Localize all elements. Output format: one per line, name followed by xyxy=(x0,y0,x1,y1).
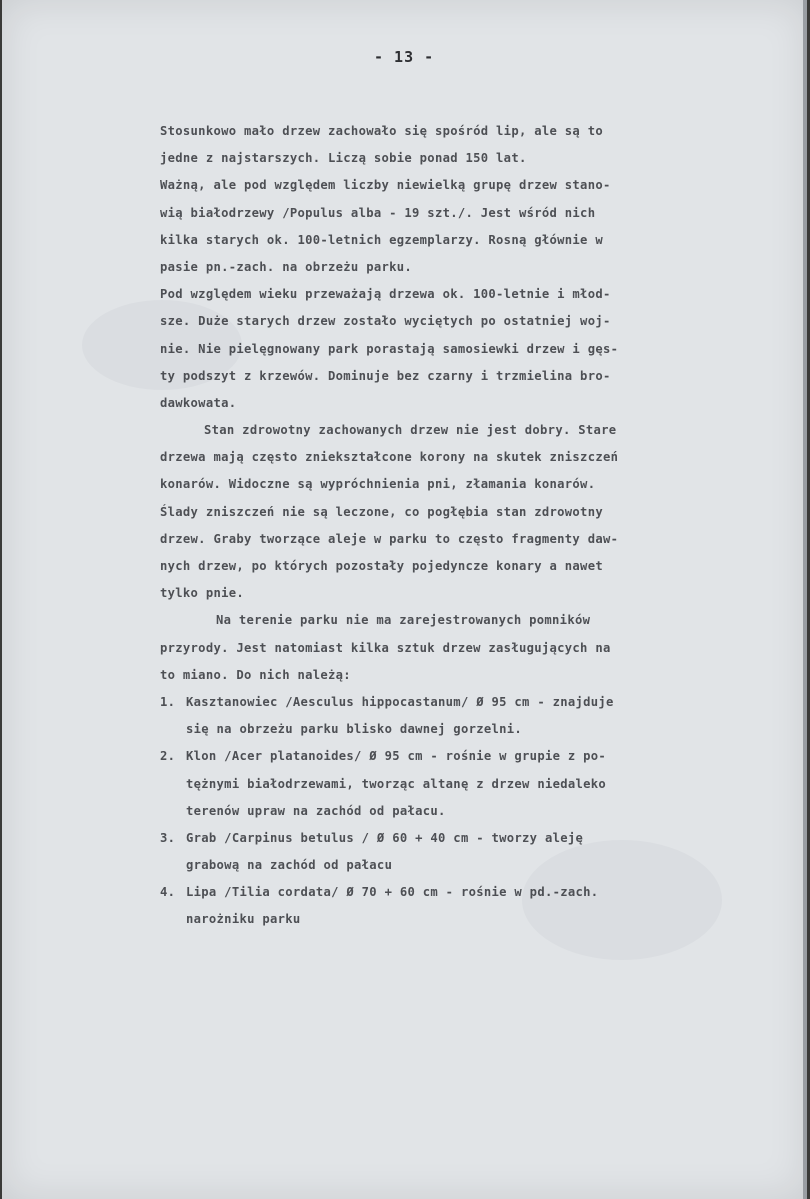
text-line: przyrody. Jest natomiast kilka sztuk drzew zasługujących na xyxy=(160,640,611,655)
text-line: nie. Nie pielęgnowany park porastają samosiewki drzew i gęs- xyxy=(160,341,619,356)
text-line: sze. Duże starych drzew zostało wyciętych po ostatniej woj- xyxy=(160,314,611,329)
text-line: ty podszyt z krzewów. Dominuje bez czarny i trzmielina bro- xyxy=(160,368,611,383)
text-line: terenów upraw na zachód od pałacu. xyxy=(186,803,446,818)
text-line: Stan zdrowotny zachowanych drzew nie jest dobry. Stare xyxy=(204,423,617,438)
list-item xyxy=(160,689,800,743)
list-item xyxy=(160,825,800,879)
paragraph xyxy=(160,281,800,417)
text-line: konarów. Widoczne są wypróchnienia pni, złamania konarów. xyxy=(160,477,596,492)
document-page xyxy=(2,0,807,1199)
text-line: nych drzew, po których pozostały pojedyncze konary a nawet xyxy=(160,559,603,573)
text-line: wią białodrzewy /Populus alba - 19 szt./. Jest wśród nich xyxy=(160,205,596,220)
text-line: tylko pnie. xyxy=(160,586,245,601)
text-line: Grab /Carpinus betulus / Ø 60 + 40 cm - tworzy aleję xyxy=(186,830,584,845)
list-item xyxy=(160,879,800,933)
text-line: się na obrzeżu parku blisko dawnej gorzelni. xyxy=(186,722,523,737)
text-line: Na terenie parku nie ma zarejestrowanych pomników xyxy=(216,613,591,628)
text-line: narożniku parku xyxy=(186,912,301,927)
text-line: Lipa /Tilia cordata/ Ø 70 + 60 cm - rośnie w pd.-zach. xyxy=(186,885,599,900)
page-edge xyxy=(803,0,807,1199)
list-item xyxy=(160,743,800,825)
paragraph xyxy=(160,417,800,607)
text-line: Pod względem wieku przeważają drzewa ok. 100-letnie i młod- xyxy=(160,287,611,302)
text-line: drzew. Graby tworzące aleje w parku to często fragmenty daw- xyxy=(160,531,619,546)
paragraph xyxy=(160,118,800,281)
text-line: Ważną, ale pod względem liczby niewielką grupę drzew stano- xyxy=(160,178,611,193)
list-item-body xyxy=(186,879,598,933)
text-line: Kasztanowiec /Aesculus hippocastanum/ Ø 95 cm - znajduje xyxy=(186,694,614,709)
list-number: 2. xyxy=(160,749,176,764)
text-line: pasie pn.-zach. na obrzeżu parku. xyxy=(160,259,413,274)
text-line: to miano. Do nich należą: xyxy=(160,667,351,682)
text-line: dawkowata. xyxy=(160,395,237,410)
list-item-body xyxy=(186,689,614,743)
list-number: 1. xyxy=(160,694,176,709)
page-number: - 13 - xyxy=(374,48,435,66)
document-body xyxy=(160,118,800,934)
text-line: Ślady zniszczeń nie są leczone, co pogłębia stan zdrowotny xyxy=(160,504,603,519)
list-item-body xyxy=(186,825,583,879)
list-item-body xyxy=(186,743,606,825)
text-line: kilka starych ok. 100-letnich egzemplarzy. Rosną głównie w xyxy=(160,232,603,247)
text-line: grabową na zachód od pałacu xyxy=(186,858,393,873)
text-line: drzewa mają często zniekształcone korony na skutek zniszczeń xyxy=(160,450,619,465)
text-line: tężnymi białodrzewami, tworząc altanę z drzew niedaleko xyxy=(186,776,607,791)
list-number: 4. xyxy=(160,885,176,900)
paragraph xyxy=(160,607,800,689)
text-line: Stosunkowo mało drzew zachowało się spośród lip, ale są to xyxy=(160,124,603,138)
text-line: Klon /Acer platanoides/ Ø 95 cm - rośnie w grupie z po- xyxy=(186,749,607,764)
list-number: 3. xyxy=(160,830,176,845)
text-line: jedne z najstarszych. Liczą sobie ponad 150 lat. xyxy=(160,151,527,166)
numbered-list xyxy=(160,689,800,934)
